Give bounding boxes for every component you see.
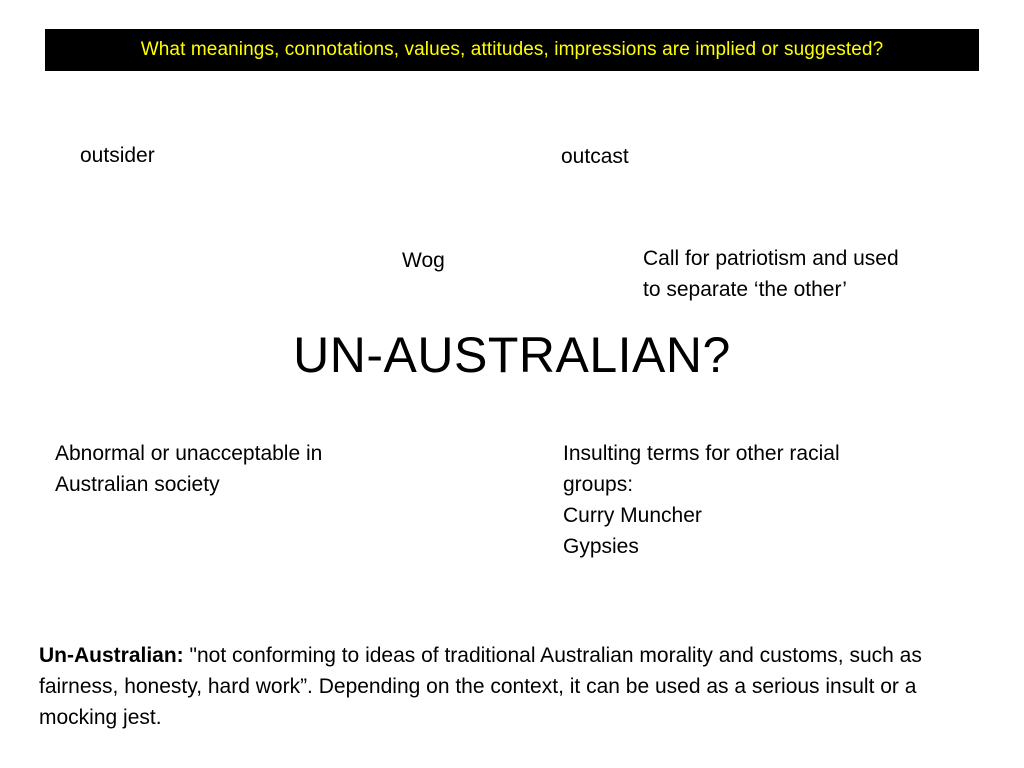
note-patriotism-line-1: Call for patriotism and used [643,247,899,270]
definition-term: Un-Australian: [39,644,184,667]
definition-text: "not conforming to ideas of traditional Australian morality and customs, such as fairness, honesty, hard work”. Depending on the context, it can be used as a serious insult or a mocking jest. [39,644,922,729]
note-insulting-line-1: Insulting terms for other racial [563,442,840,465]
question-text: What meanings, connotations, values, attitudes, impressions are implied or suggested? [140,39,884,60]
note-abnormal-line-1: Abnormal or unacceptable in [55,442,323,465]
question-banner [45,29,979,71]
note-abnormal [55,438,322,500]
note-wog: Wog [402,249,445,272]
note-patriotism-line-2: to separate ‘the other’ [643,278,847,301]
definition-paragraph [39,640,989,733]
note-insulting-line-2: groups: [563,473,634,496]
note-insulting-line-4: Gypsies [563,535,639,558]
main-word: UN-AUSTRALIAN? [293,327,731,383]
note-abnormal-line-2: Australian society [55,473,220,496]
note-outcast: outcast [561,145,629,168]
note-outsider: outsider [80,144,155,167]
note-insulting-terms [563,438,840,562]
note-patriotism [643,243,899,305]
note-insulting-line-3: Curry Muncher [563,504,702,527]
